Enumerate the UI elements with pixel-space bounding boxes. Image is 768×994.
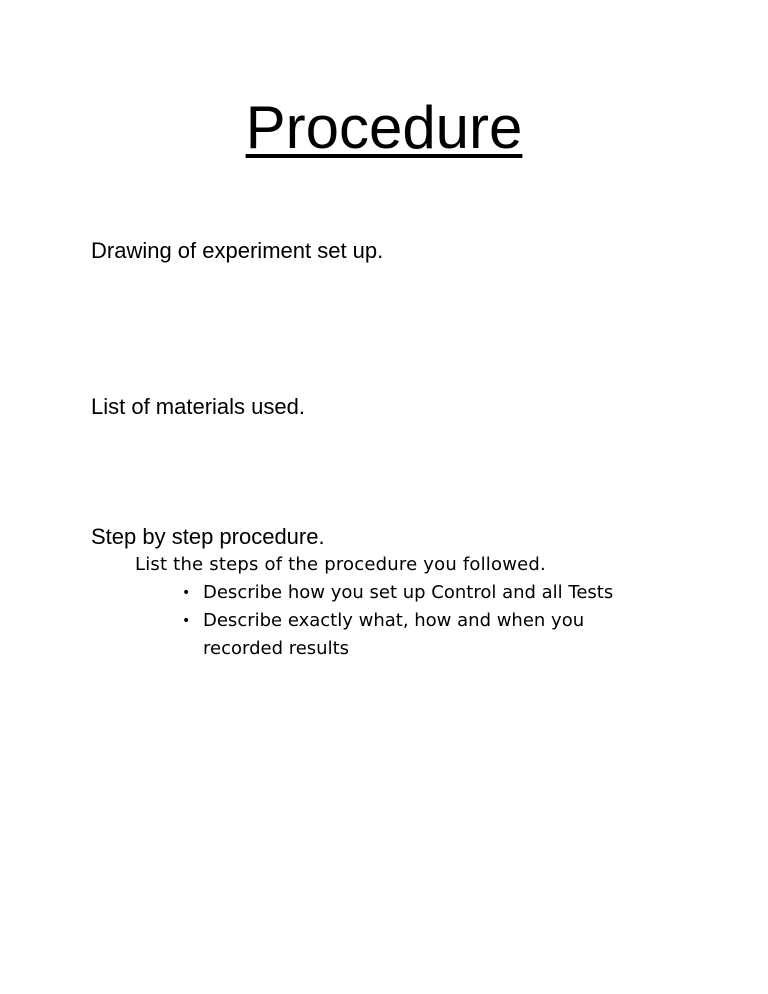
steps-heading: Step by step procedure. xyxy=(91,524,325,549)
list-item-text: Describe exactly what, how and when you recorded results xyxy=(203,610,585,659)
bullet-icon: • xyxy=(182,585,191,601)
list-item xyxy=(180,579,650,607)
steps-instruction: List the steps of the procedure you followed. xyxy=(135,554,546,575)
page-title-text: Procedure xyxy=(245,94,523,161)
materials-heading: List of materials used. xyxy=(91,394,305,419)
list-item xyxy=(180,607,650,663)
list-item-text: Describe how you set up Control and all Tests xyxy=(203,582,614,603)
drawing-heading: Drawing of experiment set up. xyxy=(91,238,384,263)
bullet-icon: • xyxy=(182,613,191,629)
page-title xyxy=(0,92,768,164)
steps-bullet-list xyxy=(180,579,650,663)
